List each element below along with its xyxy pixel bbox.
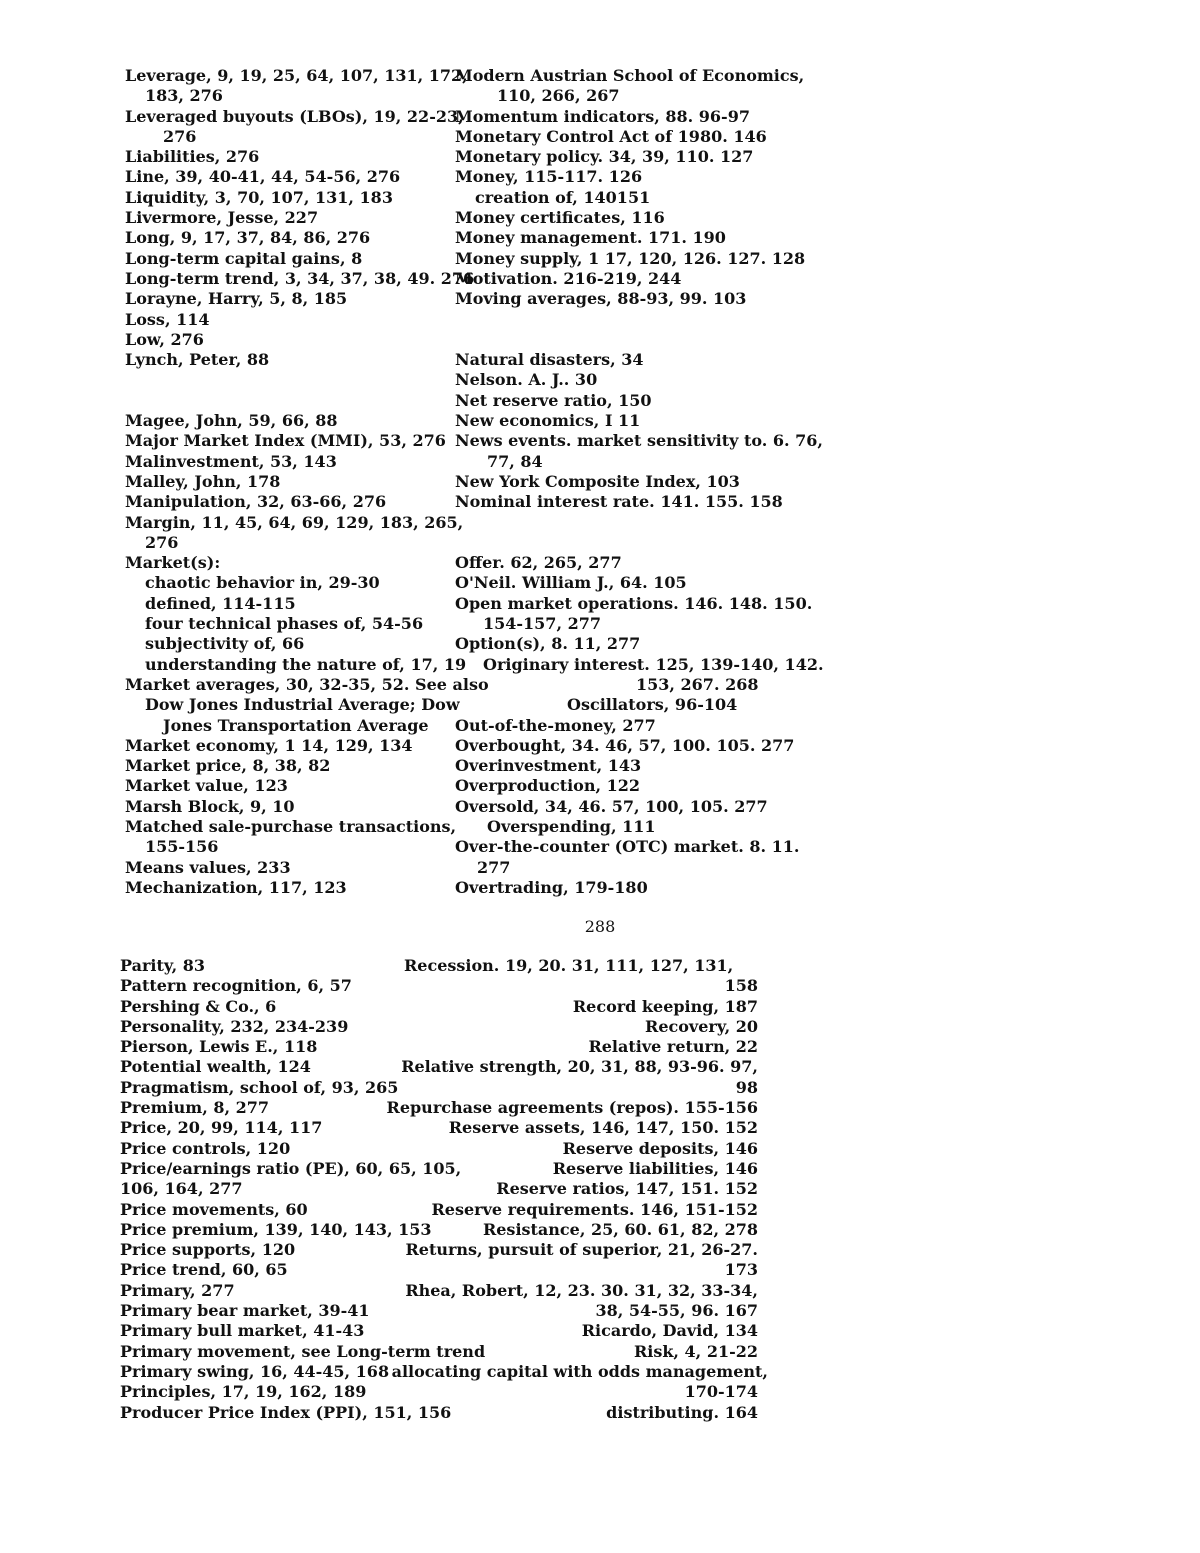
index-subentry: distributing. 164 <box>606 1402 758 1422</box>
index-entry: Recession. 19, 20. 31, 111, 127, 131, <box>404 956 734 975</box>
index-entry: Primary bear market, 39-41 <box>120 1301 370 1321</box>
index-entry: Liquidity, 3, 70, 107, 131, 183 <box>125 187 393 207</box>
index-entry-continuation: 38, 54-55, 96. 167 <box>595 1301 758 1321</box>
index-entry: Price controls, 120 <box>120 1138 291 1158</box>
index-entry: Oversold, 34, 46. 57, 100, 105. 277 <box>455 796 768 816</box>
index-entry: Out-of-the-money, 277 <box>455 715 656 735</box>
index-entry: Long-term capital gains, 8 <box>125 248 363 268</box>
index-entry-continuation: 110, 266, 267 <box>497 86 620 106</box>
index-entry: Reserve deposits, 146 <box>562 1138 758 1158</box>
lower-right-column <box>360 956 768 1423</box>
index-entry: Personality, 232, 234-239 <box>120 1016 349 1036</box>
index-entry: Loss, 114 <box>125 309 210 329</box>
index-entry: Price movements, 60 <box>120 1199 308 1219</box>
index-entry-continuation: 276 <box>163 126 197 146</box>
index-entry: Money supply, 1 17, 120, 126. 127. 128 <box>455 248 806 268</box>
index-entry: Overinvestment, 143 <box>455 756 642 776</box>
index-entry: Resistance, 25, 60. 61, 82, 278 <box>482 1219 758 1239</box>
index-entry: Repurchase agreements (repos). 155-156 <box>386 1098 758 1118</box>
index-entry: Motivation. 216-219, 244 <box>455 268 682 288</box>
index-entry-continuation: 276 <box>145 532 179 552</box>
page-number: 288 <box>584 917 616 936</box>
index-entry-continuation: 277 <box>477 857 511 877</box>
index-entry: Moving averages, 88-93, 99. 103 <box>455 289 747 309</box>
blank-line <box>455 533 855 553</box>
index-entry-continuation: 158 <box>724 976 758 996</box>
index-entry: Malinvestment, 53, 143 <box>125 451 337 471</box>
index-entry: Leveraged buyouts (LBOs), 19, 22-23, <box>125 106 464 126</box>
index-entry: Open market operations. 146. 148. 150. <box>455 593 813 613</box>
index-entry: Long-term trend, 3, 34, 37, 38, 49. 276 <box>125 268 475 288</box>
index-entry: Line, 39, 40-41, 44, 54-56, 276 <box>125 167 401 187</box>
index-entry: Price trend, 60, 65 <box>120 1260 288 1280</box>
index-entry: Nelson. A. J.. 30 <box>455 370 598 390</box>
index-entry: Producer Price Index (PPI), 151, 156 <box>120 1402 452 1422</box>
index-entry: Reserve ratios, 147, 151. 152 <box>496 1179 758 1199</box>
index-entry: Pierson, Lewis E., 118 <box>120 1037 318 1057</box>
index-entry: Modern Austrian School of Economics, <box>455 66 805 85</box>
blank-line <box>455 310 855 330</box>
index-entry-continuation: 153, 267. 268 <box>636 674 759 694</box>
index-entry: Oscillators, 96-104 <box>567 695 738 715</box>
index-entry: Primary, 277 <box>120 1280 235 1300</box>
index-entry: Reserve requirements. 146, 151-152 <box>431 1199 758 1219</box>
index-subentry: subjectivity of, 66 <box>145 634 305 654</box>
index-entry: Primary movement, see Long-term trend <box>120 1341 486 1361</box>
index-entry: Leverage, 9, 19, 25, 64, 107, 131, 172, <box>125 66 468 85</box>
index-entry: Principles, 17, 19, 162, 189 <box>120 1382 367 1402</box>
index-entry: Rhea, Robert, 12, 23. 30. 31, 32, 33-34, <box>405 1280 758 1300</box>
index-entry: Market economy, 1 14, 129, 134 <box>125 735 413 755</box>
index-entry: Premium, 8, 277 <box>120 1098 270 1118</box>
blank-line <box>455 330 855 350</box>
index-entry-continuation: 173 <box>724 1260 758 1280</box>
index-entry: Overproduction, 122 <box>455 776 641 796</box>
index-entry: Reserve liabilities, 146 <box>552 1158 758 1178</box>
index-entry: O'Neil. William J., 64. 105 <box>455 573 687 593</box>
index-entry-continuation: Jones Transportation Average <box>163 715 429 735</box>
index-entry: Net reserve ratio, 150 <box>455 390 652 410</box>
index-entry: Price/earnings ratio (PE), 60, 65, 105, <box>120 1158 462 1178</box>
index-entry: Ricardo, David, 134 <box>581 1321 758 1341</box>
index-entry: Overspending, 111 <box>487 816 656 836</box>
index-entry: Monetary Control Act of 1980. 146 <box>455 126 767 146</box>
index-entry: Marsh Block, 9, 10 <box>125 796 295 816</box>
index-entry: Returns, pursuit of superior, 21, 26-27. <box>405 1240 758 1260</box>
index-subentry: four technical phases of, 54-56 <box>145 614 424 634</box>
index-entry: Liabilities, 276 <box>125 147 260 167</box>
index-entry: Monetary policy. 34, 39, 110. 127 <box>455 147 754 167</box>
index-entry: Over-the-counter (OTC) market. 8. 11. <box>455 837 800 857</box>
index-entry: Momentum indicators, 88. 96-97 <box>455 106 750 126</box>
index-entry: Offer. 62, 265, 277 <box>455 553 622 573</box>
index-entry: Malley, John, 178 <box>125 471 281 491</box>
index-subentry: defined, 114-115 <box>145 593 296 613</box>
index-entry: Lorayne, Harry, 5, 8, 185 <box>125 289 348 309</box>
blank-line <box>125 370 465 390</box>
index-entry: Relative return, 22 <box>588 1037 758 1057</box>
index-entry: Potential wealth, 124 <box>120 1057 311 1077</box>
index-entry-continuation: Dow Jones Industrial Average; Dow <box>145 695 460 715</box>
blank-line <box>125 391 465 411</box>
index-entry: Mechanization, 117, 123 <box>125 877 347 897</box>
index-entry: Market price, 8, 38, 82 <box>125 756 331 776</box>
index-entry: Market value, 123 <box>125 776 288 796</box>
index-entry: Price, 20, 99, 114, 117 <box>120 1118 323 1138</box>
index-entry: Record keeping, 187 <box>572 996 758 1016</box>
index-entry: Low, 276 <box>125 329 204 349</box>
index-entry: Parity, 83 <box>120 956 206 975</box>
index-entry-continuation: 98 <box>735 1077 758 1097</box>
index-entry: Option(s), 8. 11, 277 <box>455 634 641 654</box>
upper-left-column <box>125 66 489 898</box>
index-entry: Major Market Index (MMI), 53, 276 <box>125 431 446 451</box>
index-entry: Pragmatism, school of, 93, 265 <box>120 1077 399 1097</box>
index-subentry: allocating capital with odds management, <box>391 1361 768 1381</box>
index-entry: Price premium, 139, 140, 143, 153 <box>120 1219 432 1239</box>
index-entry: Market averages, 30, 32-35, 52. See also <box>125 674 489 694</box>
index-entry: Long, 9, 17, 37, 84, 86, 276 <box>125 228 371 248</box>
index-entry: Primary swing, 16, 44-45, 168 <box>120 1361 390 1381</box>
index-entry: News events. market sensitivity to. 6. 76, <box>455 431 823 451</box>
index-entry-continuation: 77, 84 <box>487 451 543 471</box>
index-entry: Price supports, 120 <box>120 1240 296 1260</box>
index-entry: Pattern recognition, 6, 57 <box>120 976 352 996</box>
index-entry: Risk, 4, 21-22 <box>633 1341 758 1361</box>
index-heading: Market(s): <box>125 553 221 573</box>
index-entry: Livermore, Jesse, 227 <box>125 208 319 228</box>
index-entry: Natural disasters, 34 <box>455 350 644 370</box>
blank-line <box>455 513 855 533</box>
index-entry: New York Composite Index, 103 <box>455 471 740 491</box>
index-subentry: understanding the nature of, 17, 19 <box>145 654 467 674</box>
index-entry: Money, 115-117. 126 <box>455 167 643 187</box>
index-entry: Margin, 11, 45, 64, 69, 129, 183, 265, <box>125 512 464 532</box>
upper-right-column <box>455 66 855 898</box>
index-entry: Overbought, 34. 46, 57, 100. 105. 277 <box>455 735 795 755</box>
index-entry: Pershing & Co., 6 <box>120 996 277 1016</box>
index-entry: New economics, I 11 <box>455 411 641 431</box>
index-entry: Relative strength, 20, 31, 88, 93-96. 97, <box>401 1057 758 1077</box>
index-entry: Originary interest. 125, 139-140, 142. <box>483 654 824 674</box>
index-entry: Means values, 233 <box>125 857 291 877</box>
index-subentry: chaotic behavior in, 29-30 <box>145 573 380 593</box>
index-entry: Matched sale-purchase transactions, <box>125 816 457 836</box>
index-entry: Overtrading, 179-180 <box>455 877 648 897</box>
index-entry: Magee, John, 59, 66, 88 <box>125 411 338 431</box>
index-entry: Nominal interest rate. 141. 155. 158 <box>455 492 783 512</box>
index-subentry-continuation: 170-174 <box>684 1382 758 1402</box>
index-entry-continuation: 154-157, 277 <box>483 614 601 634</box>
index-entry: Recovery, 20 <box>645 1016 758 1036</box>
index-entry: Primary bull market, 41-43 <box>120 1321 365 1341</box>
index-entry: Reserve assets, 146, 147, 150. 152 <box>448 1118 758 1138</box>
index-entry: Manipulation, 32, 63-66, 276 <box>125 492 387 512</box>
index-entry-continuation: 106, 164, 277 <box>120 1179 243 1199</box>
index-subentry: creation of, 140151 <box>475 187 651 207</box>
index-entry: Money management. 171. 190 <box>455 228 726 248</box>
index-entry: Lynch, Peter, 88 <box>125 350 270 370</box>
index-entry-continuation: 155-156 <box>145 837 219 857</box>
index-entry: Money certificates, 116 <box>455 208 665 228</box>
index-entry-continuation: 183, 276 <box>145 86 223 106</box>
